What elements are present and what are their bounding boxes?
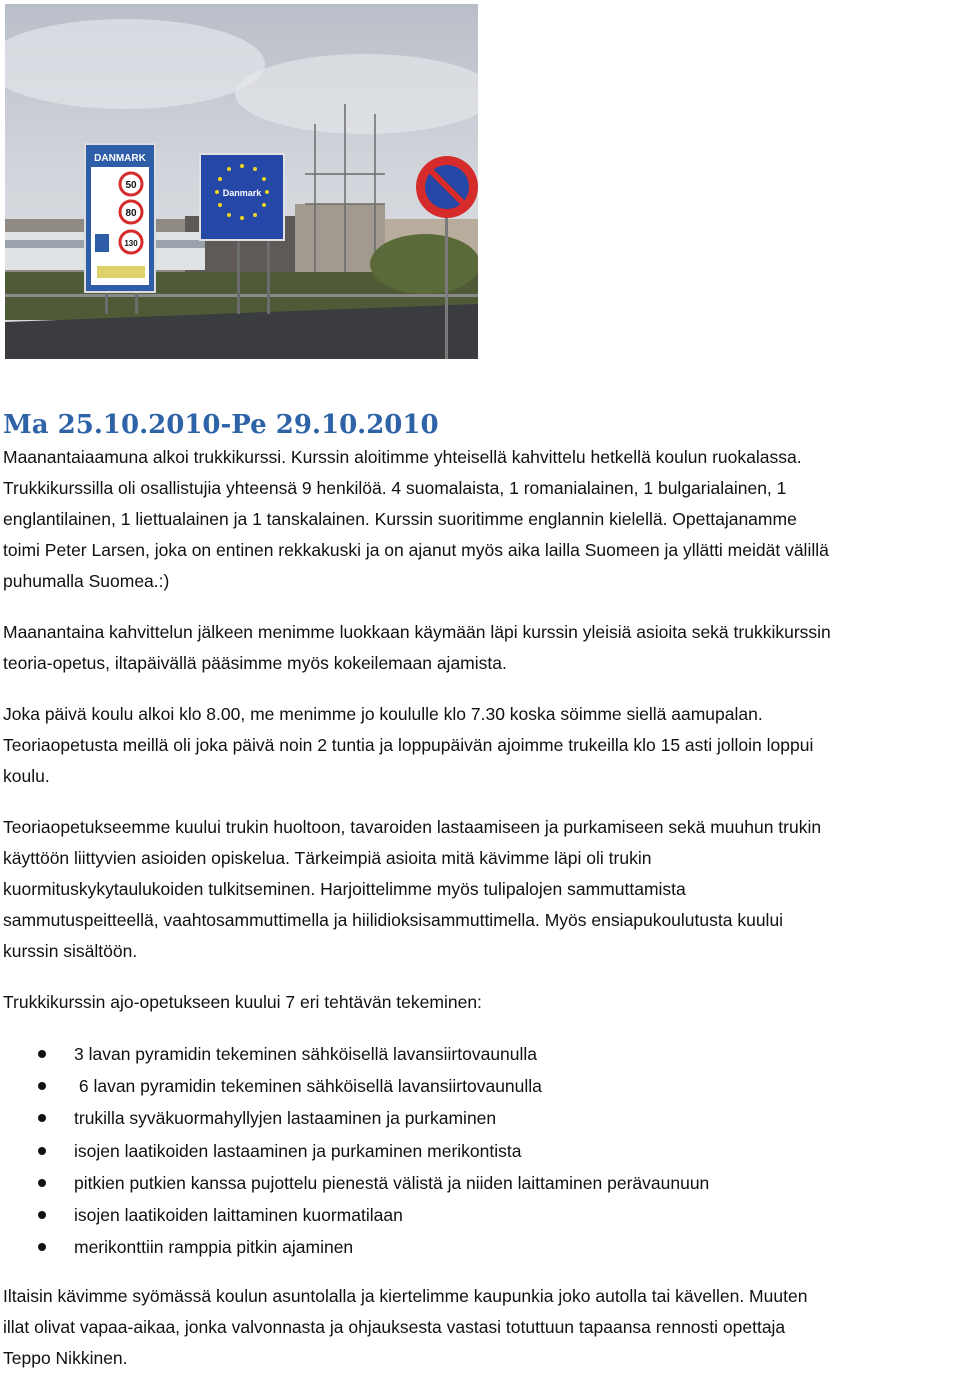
text-line: koulu. [3,766,50,786]
text-line: kuormituskykytaulukoiden tulkitseminen. Harjoittelimme myös tulipalojen sammuttamista [3,879,686,899]
list-item-text: 6 lavan pyramidin tekeminen sähköisellä lavansiirtovaunulla [74,1076,542,1097]
list-item [3,1135,960,1167]
list-item-text: pitkien putkien kanssa pujottelu pienestä välistä ja niiden laittaminen perävaunuun [74,1172,710,1193]
date-heading: Ma 25.10.2010-Pe 29.10.2010 [3,410,439,440]
text-line: Maanantaina kahvittelun jälkeen menimme luokkaan käymään läpi kurssin yleisiä asioita sekä trukkikurssin [3,622,831,642]
list-item [3,1199,960,1231]
list-item [3,1102,960,1134]
bullet-icon [38,1082,46,1090]
text-line: Teoriaopetusta meillä oli joka päivä noin 2 tuntia ja loppupäivän ajoimme trukeilla klo 15 asti jolloin loppui [3,735,814,755]
list-item-text: isojen laatikoiden lastaaminen ja purkaminen merikontista [74,1140,522,1161]
speed-limit-1: 50 [125,180,137,191]
bullet-icon [38,1114,46,1122]
speed-limit-2: 80 [125,208,137,219]
text-line: englantilainen, 1 liettualainen ja 1 tanskalainen. Kurssin suoritimme englannin kielellä. Opettajanamme [3,509,797,529]
text-line: illat olivat vapaa-aikaa, jonka valvonnasta ja ohjauksesta vastasi totuttuun tapaansa rennosti opettaja [3,1317,786,1338]
tasks-intro: Trukkikurssin ajo-opetukseen kuului 7 eri tehtävän tekeminen: [3,992,482,1012]
text-line: Joka päivä koulu alkoi klo 8.00, me menimme jo koululle klo 7.30 koska söimme siellä aamupalan. [3,704,763,724]
text-line: teoria-opetus, iltapäivällä pääsimme myös kokeilemaan ajamista. [3,653,507,673]
text-line: kurssin sisältöön. [3,941,138,961]
theory-paragraph [3,812,960,967]
list-item [3,1167,960,1199]
list-item-text: isojen laatikoiden laittaminen kuormatilaan [74,1205,403,1226]
text-line: puhumalla Suomea.:) [3,571,170,591]
list-item-text: merikonttiin ramppia pitkin ajaminen [74,1237,354,1258]
text-line: toimi Peter Larsen, joka on entinen rekkakuski ja on ajanut myös aika lailla Suomeen ja yllätti meidät välillä [3,540,829,560]
text-line: Iltaisin kävimme syömässä koulun asuntolalla ja kiertelimme kaupunkia joko autolla tai kävellen. Muuten [3,1286,808,1307]
bullet-icon [38,1243,46,1251]
bullet-icon [38,1147,46,1155]
text-line: Teoriaopetukseemme kuului trukin huoltoon, tavaroiden lastaamiseen ja purkamiseen sekä muuhun trukin [3,817,822,837]
driving-tasks-list [3,1038,960,1263]
eu-sign-text: Danmark [222,188,262,198]
border-signs-photo [5,4,478,359]
speed-limit-3: 130 [124,239,138,248]
list-item [3,1070,960,1102]
text-line: sammutuspeitteellä, vaahtosammuttimella ja hiilidioksisammuttimella. Myös ensiapukoulutusta kuului [3,910,784,930]
list-item [3,1038,960,1070]
text-line: Teppo Nikkinen. [3,1348,128,1369]
bullet-icon [38,1211,46,1219]
text-line: Trukkikurssilla oli osallistujia yhteensä 9 henkilöä. 4 suomalaista, 1 romanialainen, 1 bulgarialainen, 1 [3,478,787,498]
text-line: käyttöön liittyvien asioiden opiskelua. Tärkeimpiä asioita mitä kävimme läpi oli trukin [3,848,652,868]
text-line: Maanantaiaamuna alkoi trukkikurssi. Kurssin aloitimme yhteisellä kahvittelu hetkellä koulun ruokalassa. [3,447,802,467]
list-item [3,1231,960,1263]
bullet-icon [38,1050,46,1058]
monday-paragraph [3,617,960,679]
document-body [3,408,960,1374]
list-item-text: 3 lavan pyramidin tekeminen sähköisellä lavansiirtovaunulla [74,1044,538,1064]
evening-paragraph [3,1281,960,1374]
list-item-text: trukilla syväkuormahyllyjen lastaaminen ja purkaminen [74,1108,497,1129]
intro-paragraph [3,442,960,597]
danmark-sign-text: DANMARK [94,153,146,164]
daily-paragraph [3,699,960,792]
bullet-icon [38,1179,46,1187]
